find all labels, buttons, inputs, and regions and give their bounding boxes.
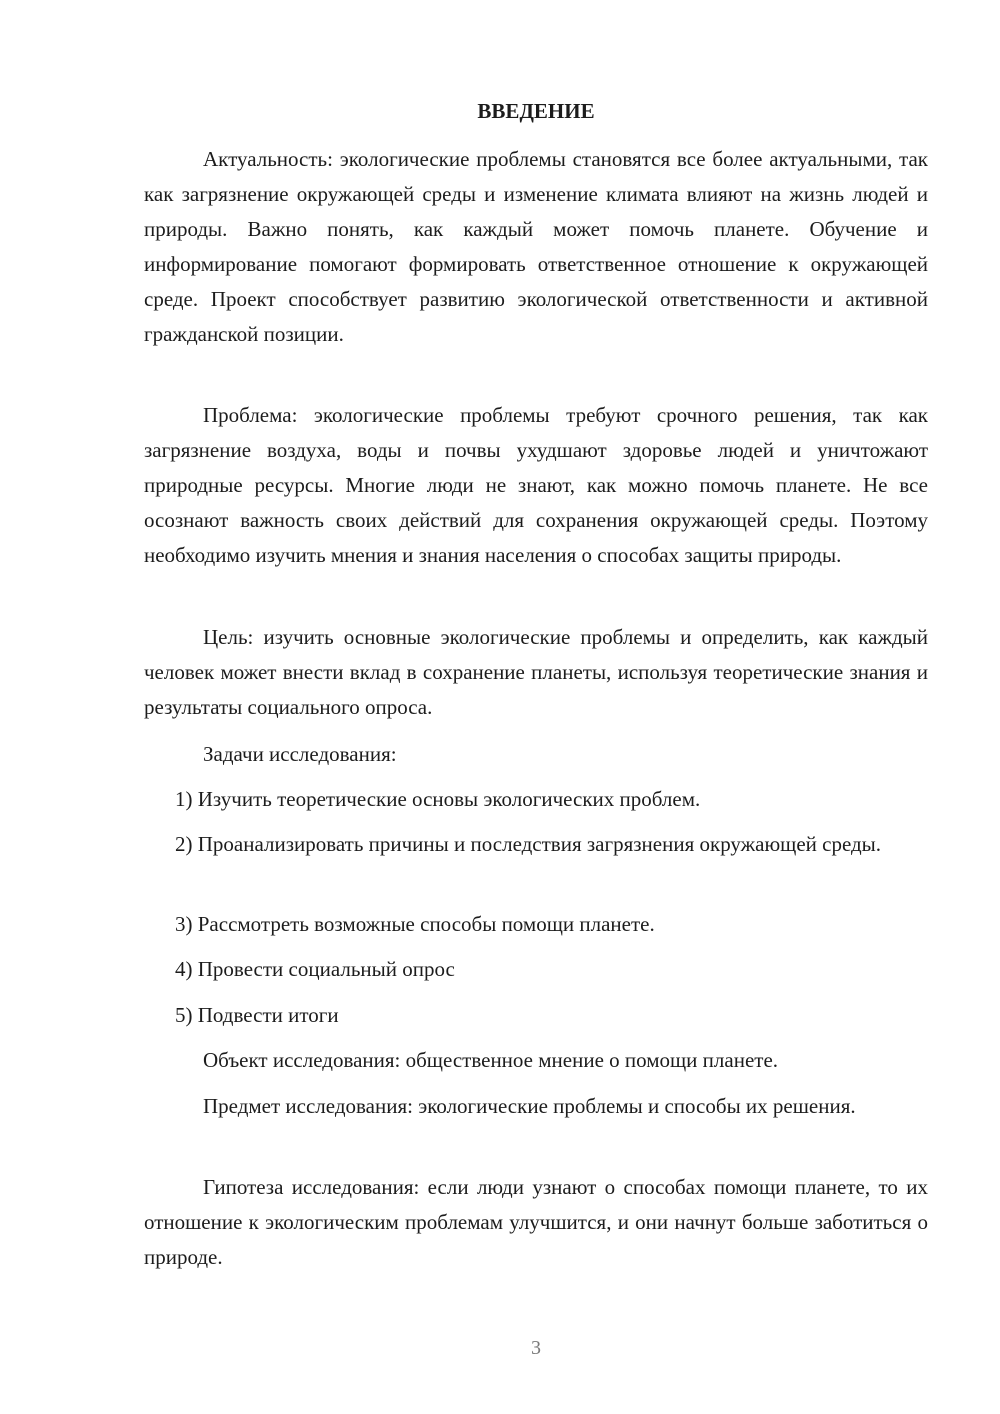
- paragraph-subject: Предмет исследования: экологические проблемы и способы их решения.: [203, 1094, 856, 1118]
- paragraph-goal: Цель: изучить основные экологические проблемы и определить, как каждый человек может внести вклад в сохранение планеты, используя теоретические знания и результаты социального опроса.: [144, 625, 928, 719]
- list-item: 5) Подвести итоги: [175, 1003, 339, 1027]
- page-number: 3: [531, 1337, 541, 1359]
- paragraph-problem: Проблема: экологические проблемы требуют срочного решения, так как загрязнение воздуха, воды и почвы ухудшают здоровье людей и уничтожают природные ресурсы. Многие люди не знают, как можно помочь планете. Не все осознают важность своих действий для сохранения окружающей среды. Поэтому необходимо изучить мнения и знания населения о способах защиты природы.: [144, 403, 928, 567]
- page-title: ВВЕДЕНИЕ: [477, 99, 595, 123]
- tasks-heading: Задачи исследования:: [203, 742, 397, 766]
- list-item: 2) Проанализировать причины и последствия загрязнения окружающей среды.: [175, 832, 882, 856]
- list-item: 1) Изучить теоретические основы экологических проблем.: [175, 787, 701, 811]
- paragraph-relevance: Актуальность: экологические проблемы становятся все более актуальными, так как загрязнение окружающей среды и изменение климата влияют на жизнь людей и природы. Важно понять, как каждый может помочь планете. Обучение и информирование помогают формировать ответственное отношение к окружающей среде. Проект способствует развитию экологической ответственности и активной гражданской позиции.: [144, 147, 928, 346]
- paragraph-object: Объект исследования: общественное мнение о помощи планете.: [203, 1048, 779, 1072]
- paragraph-hypothesis: Гипотеза исследования: если люди узнают о способах помощи планете, то их отношение к экологическим проблемам улучшится, и они начнут больше заботиться о природе.: [144, 1175, 928, 1269]
- list-item: 4) Провести социальный опрос: [175, 957, 455, 981]
- list-item: 3) Рассмотреть возможные способы помощи планете.: [175, 912, 655, 936]
